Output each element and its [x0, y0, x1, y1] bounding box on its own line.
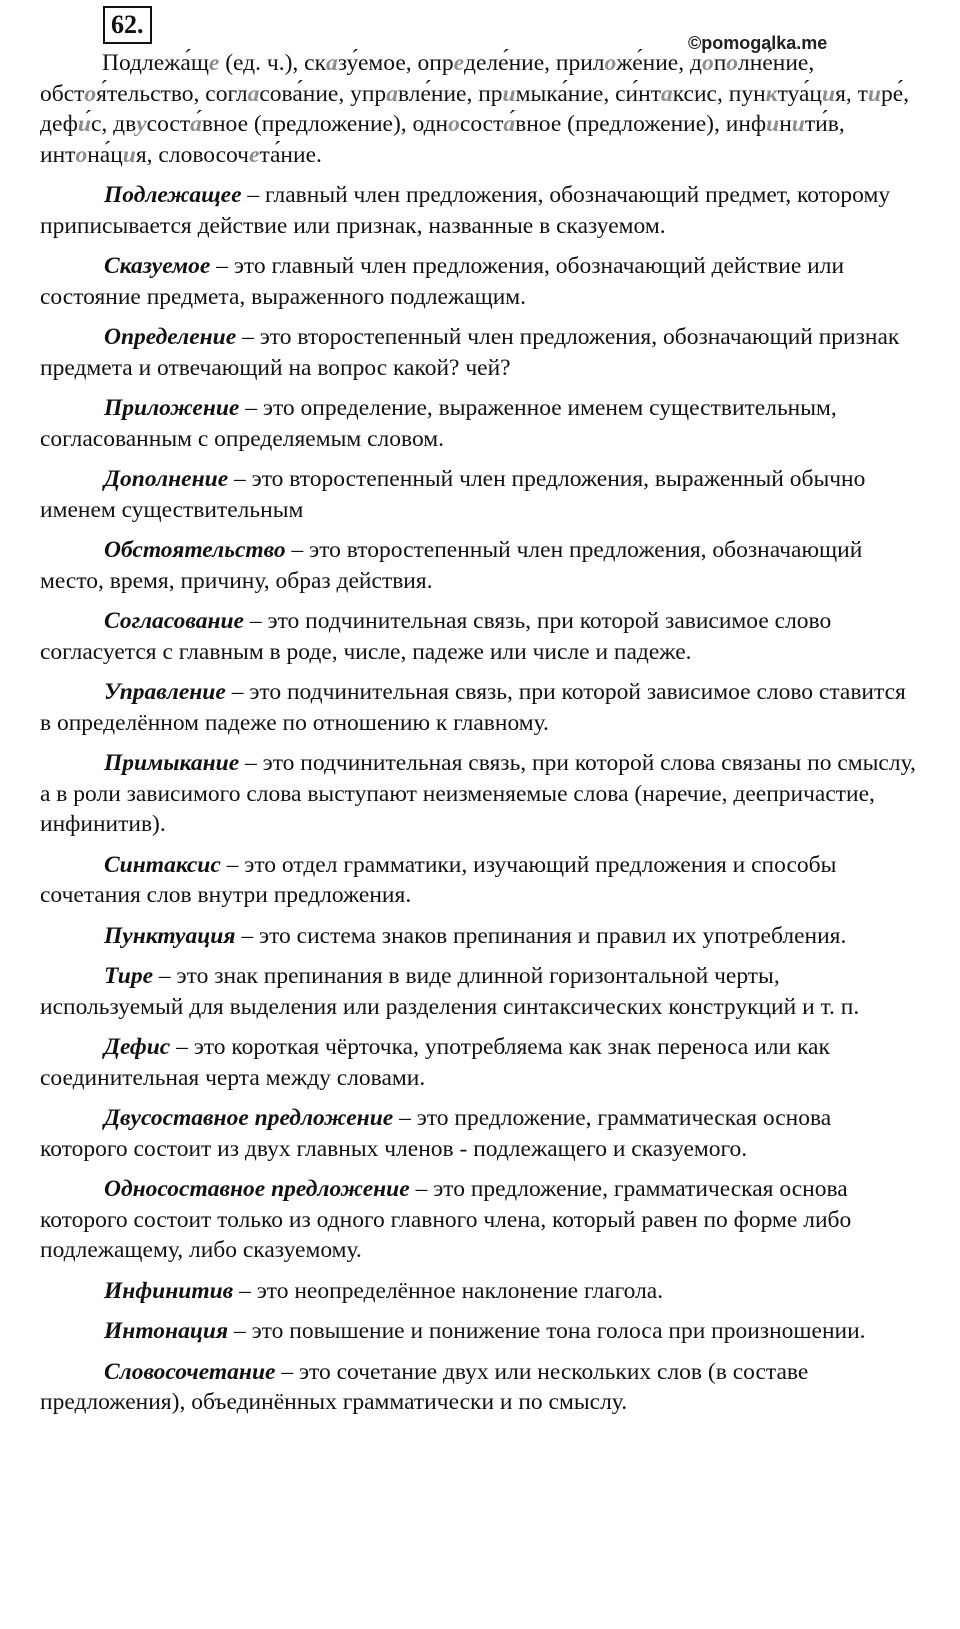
word-text: ре́, деф: [40, 80, 910, 137]
highlighted-letter: о: [726, 50, 739, 76]
definition-term: Определение: [104, 324, 237, 350]
definition-term: Дополнение: [104, 466, 229, 492]
definition-text: – это отдел грамматики, изучающий предложения и способы сочетания слов внутри предложения.: [40, 851, 837, 908]
definition-paragraph: [40, 606, 920, 667]
definition-text: – это подчинительная связь, при которой зависимое слово согласуется с главным в роде, числе, падеже или числе и падеже.: [40, 608, 832, 665]
definition-paragraph: [40, 748, 920, 840]
word-text: н: [779, 111, 792, 137]
highlighted-letter: е: [249, 141, 260, 168]
word-text: (ед. ч.), ск: [219, 50, 327, 76]
definition-term: Интонация: [104, 1318, 229, 1344]
word-text: ́с, дв: [90, 111, 137, 137]
definition-paragraph: [40, 677, 920, 738]
definition-paragraph: [40, 393, 920, 454]
definition-term: Инфинитив: [104, 1277, 234, 1304]
definition-term: Согласование: [104, 608, 244, 634]
definition-paragraph: [40, 1276, 920, 1307]
watermark: ©pomogalka.me: [688, 33, 828, 53]
definition-paragraph: [40, 251, 920, 312]
definition-text: – главный член предложения, обозначающий предмет, которому приписывается действие или признак, названные в сказуемом.: [40, 182, 891, 239]
word-list-paragraph: [40, 48, 920, 170]
word-text: п: [713, 50, 727, 76]
word-text: ́вное (предложение), одн: [201, 111, 449, 137]
highlighted-letter: а: [326, 50, 338, 76]
highlighted-letter: о: [75, 141, 88, 168]
definition-term: Примыкание: [104, 750, 240, 776]
word-text: я, словосоч: [135, 141, 249, 168]
highlighted-letter: е: [208, 50, 220, 76]
definition-term: Подлежащее: [104, 182, 242, 208]
definition-paragraph: [40, 1316, 920, 1347]
highlighted-letter: а: [660, 80, 673, 107]
word-text: ксис, пун: [672, 80, 766, 107]
definition-term: Словосочетание: [104, 1358, 276, 1385]
word-text: туа́ц: [777, 80, 822, 107]
word-text: та́ние.: [259, 141, 322, 168]
word-text: ́вное (предложение), инф: [515, 111, 767, 137]
definition-text: – это подчинительная связь, при которой слова связаны по смыслу, а в роли зависимого слова выступают неизменяемые слова (наречие, деепричастие, инфинитив).: [40, 750, 916, 837]
definition-term: Односоставное предложение: [104, 1176, 410, 1202]
highlighted-letter: о: [701, 50, 714, 76]
highlighted-letter: и: [766, 111, 780, 137]
definition-text: – это повышение и понижение тона голоса при произношении.: [228, 1318, 866, 1344]
definition-paragraph: [40, 180, 920, 241]
document-body: [40, 48, 920, 1428]
definition-text: – это второстепенный член предложения, выраженный обычно именем существительным: [40, 466, 866, 523]
definition-term: Сказуемое: [104, 253, 211, 279]
definition-term: Двусоставное предложение: [104, 1105, 394, 1131]
word-text: мыка́ние, си́нт: [515, 80, 661, 107]
word-text: вле́ние, пр: [397, 80, 503, 107]
definition-text: – это второстепенный член предложения, обозначающий место, время, причину, образ действия.: [40, 537, 863, 594]
highlighted-letter: и: [821, 80, 836, 107]
definition-term: Управление: [104, 679, 226, 705]
word-text: я, т: [835, 80, 868, 107]
definition-paragraph: [40, 850, 920, 911]
definition-term: Синтаксис: [104, 851, 221, 878]
definition-term: Тире: [104, 963, 154, 989]
definitions-list: [40, 180, 920, 1418]
highlighted-letter: у: [136, 111, 147, 137]
word-text: зу́емое, опр: [337, 50, 454, 76]
definition-term: Пунктуация: [104, 922, 236, 949]
highlighted-letter: е: [453, 50, 465, 76]
exercise-number: 62.: [103, 6, 152, 44]
word-text: Подлежа́щ: [102, 50, 209, 76]
definition-paragraph: [40, 322, 920, 383]
definition-term: Приложение: [104, 395, 240, 421]
definition-paragraph: [40, 1357, 920, 1418]
highlighted-letter: а: [247, 80, 260, 107]
definition-text: – это знак препинания в виде длинной горизонтальной черты, используемый для выделения или разделения синтаксических конструкций и т. п.: [40, 963, 860, 1020]
definition-text: – это второстепенный член предложения, обозначающий признак предмета и отвечающий на вопрос какой? чей?: [40, 324, 900, 381]
definition-text: – это короткая чёрточка, употребляема как знак переноса или как соединительная черта между словами.: [40, 1034, 830, 1091]
word-text: сост: [146, 111, 191, 137]
definition-text: – это сочетание двух или нескольких слов (в составе предложения), объединённых грамматически и по смыслу.: [40, 1358, 809, 1415]
definition-paragraph: [40, 464, 920, 525]
definition-term: Дефис: [104, 1034, 171, 1060]
highlighted-letter: и: [791, 111, 805, 137]
highlighted-letter: а: [503, 111, 516, 137]
word-text: же́ние, д: [616, 50, 702, 76]
definition-text: – это предложение, грамматическая основа которого состоит из двух главных членов - подлежащего и сказуемого.: [40, 1105, 832, 1162]
highlighted-letter: а: [386, 80, 398, 107]
definition-paragraph: [40, 1032, 920, 1093]
highlighted-letter: и: [77, 111, 91, 137]
word-text: деле́ние, прил: [464, 50, 605, 76]
highlighted-letter: к: [765, 80, 778, 107]
word-text: ти́в, инт: [40, 111, 845, 168]
definition-text: – это неопределённое наклонение глагола.: [233, 1277, 664, 1304]
highlighted-letter: и: [502, 80, 516, 107]
definition-paragraph: [40, 921, 920, 952]
definition-text: – это предложение, грамматическая основа которого состоит только из одного главного члена, который равен по форме либо подлежащему, либо сказуемому.: [40, 1176, 852, 1263]
word-text: на́ц: [87, 141, 123, 168]
definition-text: – это главный член предложения, обозначающий действие или состояние предмета, выраженного подлежащим.: [40, 253, 845, 310]
highlighted-letter: и: [122, 141, 136, 168]
definition-paragraph: [40, 1174, 920, 1266]
highlighted-letter: о: [604, 50, 617, 76]
definition-text: – это система знаков препинания и правил их употребления.: [235, 922, 847, 949]
definition-paragraph: [40, 535, 920, 596]
definition-paragraph: [40, 961, 920, 1022]
definition-term: Обстоятельство: [104, 537, 286, 563]
highlighted-letter: и: [867, 80, 881, 107]
word-text: лне́ние, обст: [40, 50, 815, 107]
word-text: сост: [459, 111, 504, 137]
word-text: сова́ние, упр: [259, 80, 387, 107]
definition-text: – это подчинительная связь, при которой зависимое слово ставится в определённом падеже по отношению к главному.: [40, 679, 906, 736]
highlighted-letter: а: [190, 111, 202, 137]
definition-text: – это определение, выраженное именем существительным, согласованным с определяемым словом.: [40, 395, 837, 452]
definition-paragraph: [40, 1103, 920, 1164]
highlighted-letter: о: [84, 80, 97, 107]
highlighted-letter: о: [448, 111, 460, 137]
word-text: я́тельство, согл: [96, 80, 248, 107]
